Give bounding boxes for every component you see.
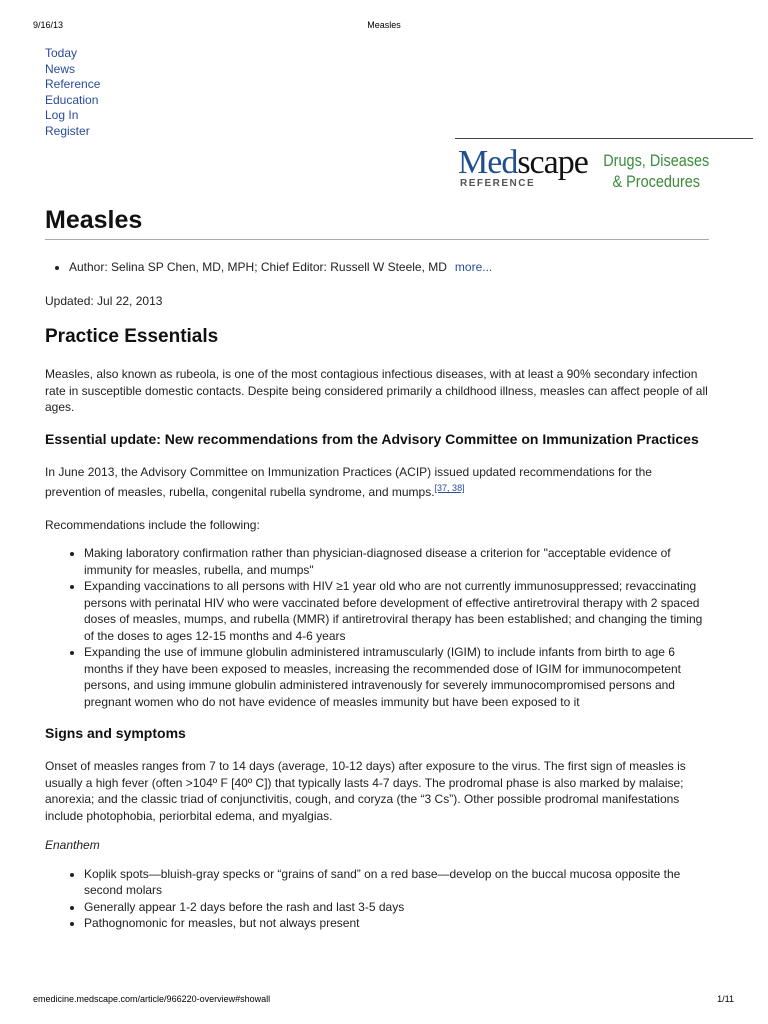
recommendations-intro: Recommendations include the following: xyxy=(45,517,260,532)
author-line xyxy=(69,260,709,274)
author-text: Author: Selina SP Chen, MD, MPH; Chief Editor: Russell W Steele, MD xyxy=(69,260,447,274)
list-item: • Expanding the use of immune globulin administered intramuscularly (IGIM) to include infants from birth to age 6 months if they have been exposed to measles, increasing the recommended dose of IGIM for immunocompetent persons, and using immune globulin administered intravenously for severely immunocompromised persons and pregnant women who do not have evidence of measles immunity but have been exposed to it xyxy=(84,644,709,710)
nav-link-news[interactable]: News xyxy=(45,61,76,76)
print-title: Measles xyxy=(367,20,401,30)
nav-item-register[interactable] xyxy=(45,124,100,140)
reference-link-37-38[interactable]: [37, 38] xyxy=(434,483,465,493)
nav-link-education[interactable]: Education xyxy=(45,92,99,107)
print-url: emedicine.medscape.com/article/966220-overview#showall xyxy=(33,994,271,1004)
logo-wordmark xyxy=(458,146,588,180)
enanthem-list xyxy=(45,866,709,932)
logo-brand-part2: scape xyxy=(517,144,588,181)
section-title-practice-essentials: Practice Essentials xyxy=(45,326,219,347)
nav-link-reference[interactable]: Reference xyxy=(45,77,101,91)
nav-link-login[interactable]: Log In xyxy=(45,108,79,122)
signs-symptoms-heading: Signs and symptoms xyxy=(45,725,186,741)
recommendations-list xyxy=(45,545,709,710)
nav-item-news[interactable] xyxy=(45,62,100,78)
top-nav xyxy=(45,46,100,139)
print-page-number: 1/11 xyxy=(717,994,734,1004)
nav-item-education[interactable] xyxy=(45,93,100,109)
logo-divider xyxy=(455,138,753,139)
list-item: • Making laboratory confirmation rather than physician-diagnosed disease a criterion for "acceptable evidence of immunity for measles, rubella, and mumps" xyxy=(84,545,709,578)
logo-tagline-line1: Drugs, Diseases xyxy=(603,151,710,170)
essential-update-text: In June 2013, the Advisory Committee on Immunization Practices (ACIP) issued updated recommendations for the prevention of measles, rubella, congenital rubella syndrome, and mumps. xyxy=(45,464,652,499)
list-item: • Pathognomonic for measles, but not always present xyxy=(84,915,709,932)
updated-date: Updated: Jul 22, 2013 xyxy=(45,294,163,308)
list-item: • Generally appear 1-2 days before the rash and last 3-5 days xyxy=(84,899,709,916)
nav-item-reference[interactable] xyxy=(45,77,100,93)
more-authors-link[interactable]: more... xyxy=(454,260,493,274)
signs-symptoms-paragraph: Onset of measles ranges from 7 to 14 days (average, 10-12 days) after exposure to the virus. The first sign of measles is usually a high fever (often >104º F [40º C]) that typically lasts 4-7 days. The prodromal phase is also marked by malaise; anorexia; and the classic triad of conjunctivitis, cough, and coryza (the “3 Cs”). Other possible prodromal manifestations include photophobia, periorbital edema, and myalgias. xyxy=(45,759,686,823)
logo-brand-part1: Med xyxy=(458,144,518,181)
logo-tagline xyxy=(601,150,712,192)
logo-reference-label: REFERENCE xyxy=(460,178,536,189)
logo-tagline-line2: & Procedures xyxy=(612,172,701,191)
enanthem-heading: Enanthem xyxy=(45,838,100,852)
article-content xyxy=(45,205,709,932)
medscape-reference-logo[interactable] xyxy=(458,146,728,194)
essential-update-paragraph xyxy=(45,464,709,501)
print-header xyxy=(0,20,768,32)
essential-update-heading: Essential update: New recommendations from the Advisory Committee on Immunization Practices xyxy=(45,430,699,447)
print-date: 9/16/13 xyxy=(33,20,64,30)
print-footer xyxy=(0,994,768,1006)
nav-link-register[interactable]: Register xyxy=(45,123,90,138)
list-item: • Koplik spots—bluish-gray specks or “grains of sand” on a red base—develop on the buccal mucosa opposite the second molars xyxy=(84,866,709,899)
nav-link-today[interactable]: Today xyxy=(45,46,78,60)
nav-item-today[interactable] xyxy=(45,46,100,62)
page-title: Measles xyxy=(45,205,709,240)
list-item: • Expanding vaccinations to all persons with HIV ≥1 year old who are not currently immunosuppressed; revaccinating persons with perinatal HIV who were vaccinated before development of effective antiretroviral therapy with 2 spaced doses of measles, mumps, and rubella (MMR) if antiretroviral therapy has been established; and changing the timing of the doses to ages 12-15 months and 4-6 years xyxy=(84,578,709,644)
author-list xyxy=(45,260,709,274)
intro-paragraph: Measles, also known as rubeola, is one of the most contagious infectious diseases, with at least a 90% secondary infection rate in susceptible domestic contacts. Despite being considered primarily a childhood illness, measles can affect people of all ages. xyxy=(45,367,708,414)
nav-item-login[interactable] xyxy=(45,108,100,124)
